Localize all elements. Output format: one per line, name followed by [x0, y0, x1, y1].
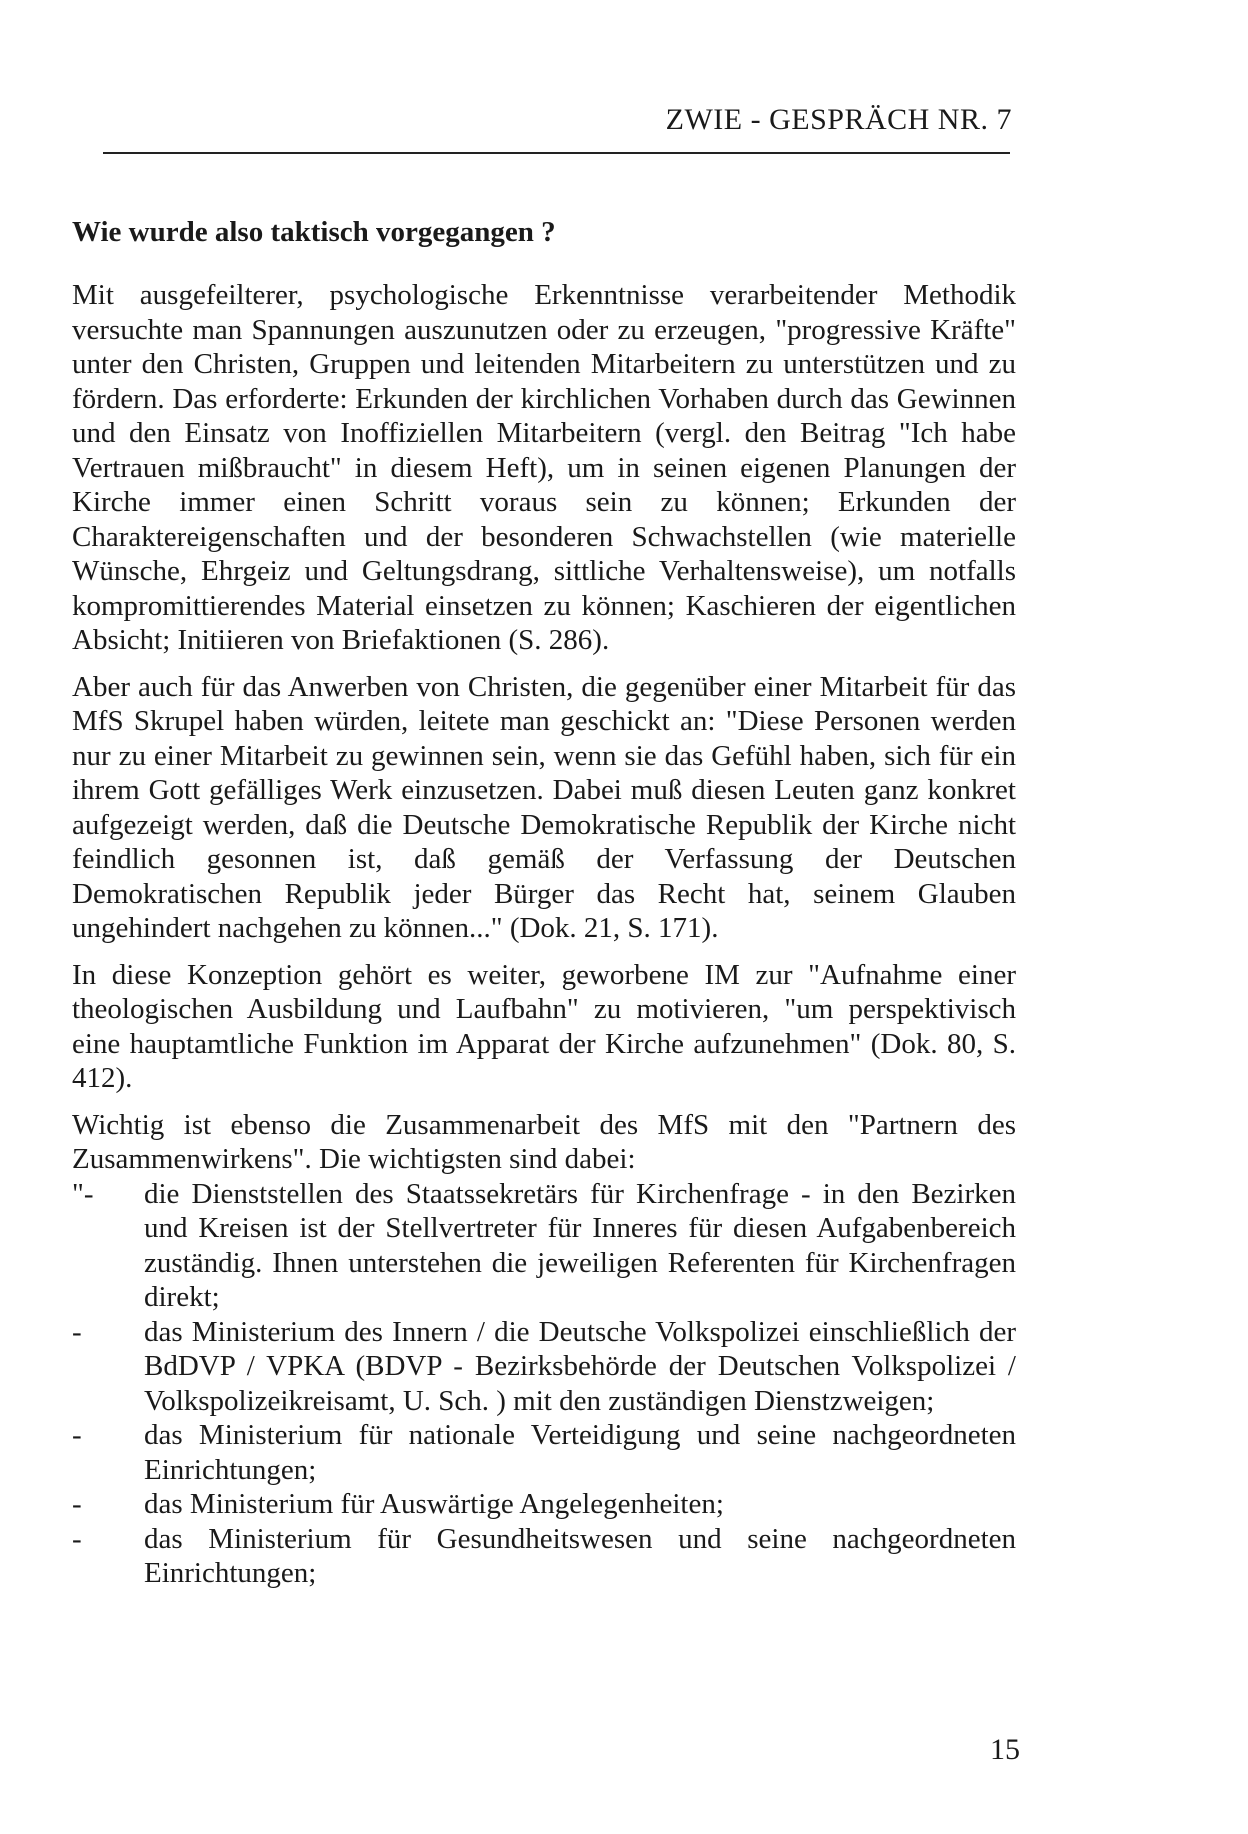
list-item: [72, 1177, 1016, 1315]
list-item: [72, 1522, 1016, 1591]
list-item-text: das Ministerium für nationale Verteidigung und seine nachgeordneten Einrichtungen;: [144, 1419, 1016, 1486]
paragraph-recruitment: Aber auch für das Anwerben von Christen, die gegenüber einer Mitarbeit für das MfS Skrupel haben würden, leitete man geschickt an: "Diese Personen werden nur zu einer Mitarbeit zu gewinnen sein, wenn sie das Gefühl haben, sich für ein ihrem Gott gefälliges Werk einzusetzen. Dabei muß diesen Leuten ganz konkret aufgezeigt werden, daß die Deutsche Demokratische Republik der Kirche nicht feindlich gesonnen ist, daß gemäß der Verfassung der Deutschen Demokratischen Republik jeder Bürger das Recht hat, seinem Glauben ungehindert nachgehen zu können..." (Dok. 21, S. 171).: [72, 670, 1016, 944]
list-marker: -: [72, 1419, 82, 1451]
page-body: [72, 198, 1016, 1591]
page-number: 15: [990, 1733, 1020, 1766]
header-divider: [103, 152, 1010, 154]
list-item: [72, 1315, 1016, 1419]
list-item-text: das Ministerium für Gesundheitswesen und seine nachgeordneten Einrichtungen;: [144, 1522, 1016, 1589]
list-item-text: das Ministerium des Innern / die Deutsche Volkspolizei einschließlich der BdDVP / VPKA (BDVP - Bezirksbehörde der Deutschen Volkspolizei / Volkspolizeikreisamt, U. Sch. ) mit den zuständigen Dienstzweigen;: [144, 1315, 1016, 1417]
list-marker: -: [72, 1522, 82, 1555]
paragraph-tactics: Mit ausgefeilterer, psychologische Erkenntnisse verarbeitender Methodik versuchte man Spannungen auszunutzen oder zu erzeugen, "progressive Kräfte" unter den Christen, Gruppen und leitenden Mitarbeitern zu unterstützen und zu fördern. Das erforderte: Erkunden der kirchlichen Vorhaben durch das Gewinnen und den Einsatz von Inoffiziellen Mitarbeitern (vergl. den Beitrag "Ich habe Vertrauen mißbraucht" in diesem Heft), um in seinen eigenen Planungen der Kirche immer einen Schritt voraus sein zu können; Erkunden der Charaktereigenschaften und der besonderen Schwachstellen (wie materielle Wünsche, Ehrgeiz und Geltungsdrang, sittliche Verhaltensweise), um notfalls kompromittierendes Material einsetzen zu können; Kaschieren der eigentlichen Absicht; Initiieren von Briefaktionen (S. 286).: [72, 279, 1016, 656]
paragraph-conception: In diese Konzeption gehört es weiter, geworbene IM zur "Aufnahme einer theologischen Ausbildung und Laufbahn" zu motivieren, "um perspektivisch eine hauptamtliche Funktion im Apparat der Kirche aufzunehmen" (Dok. 80, S. 412).: [72, 958, 1016, 1094]
list-item-text: das Ministerium für Auswärtige Angelegenheiten;: [144, 1488, 724, 1520]
list-marker: -: [72, 1315, 82, 1348]
section-heading: Wie wurde also taktisch vorgegangen ?: [72, 216, 556, 248]
list-item: [72, 1418, 1016, 1487]
list-item: [72, 1487, 1016, 1522]
paragraph-partners: Wichtig ist ebenso die Zusammenarbeit des MfS mit den "Partnern des Zusammenwirkens". Die wichtigsten sind dabei:: [72, 1108, 1016, 1175]
list-marker: -: [72, 1488, 82, 1520]
list-marker: "-: [72, 1177, 94, 1210]
partner-list: [72, 1177, 1016, 1591]
running-header: ZWIE - GESPRÄCH NR. 7: [665, 103, 1012, 136]
list-item-text: die Dienststellen des Staatssekretärs für Kirchenfrage - in den Bezirken und Kreisen ist der Stellvertreter für Inneres für diesen Aufgabenbereich zuständig. Ihnen unterstehen die jeweiligen Referenten für Kirchenfragen direkt;: [144, 1177, 1016, 1313]
